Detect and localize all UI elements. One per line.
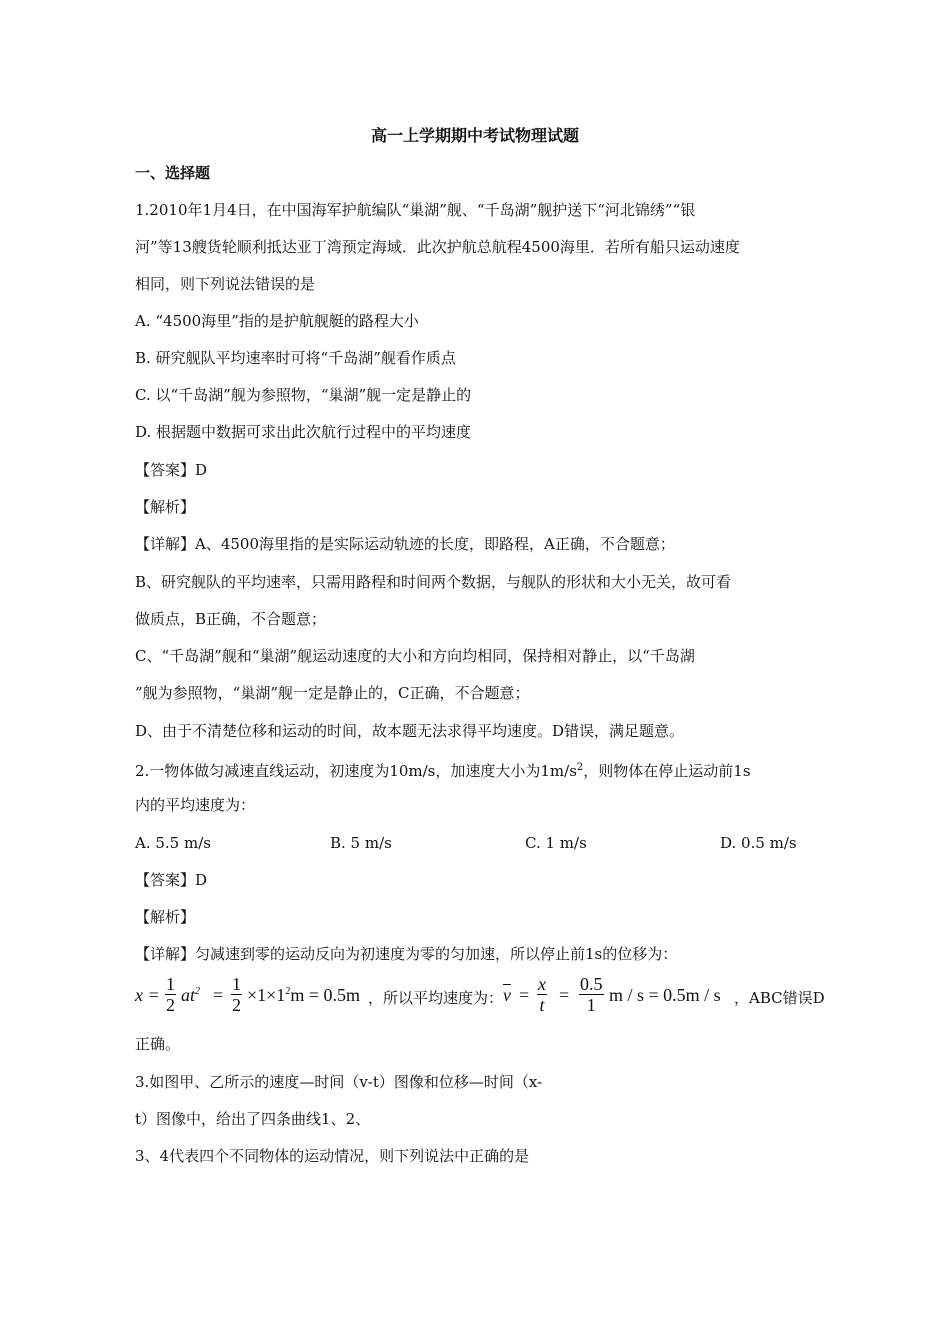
q1-answer: 【答案】D bbox=[135, 461, 208, 479]
q2-analysis-heading: 【解析】 bbox=[135, 908, 196, 926]
formula-half-fraction bbox=[165, 974, 176, 1015]
q3-stem-line-2: t）图像中，给出了四条曲线1、2、 bbox=[135, 1110, 371, 1128]
formula-x-over-t bbox=[537, 974, 547, 1015]
q1-detail-line-2: B、研究舰队的平均速率，只需用路程和时间两个数据，与舰队的形状和大小无关，故可看 bbox=[135, 573, 732, 591]
q2-detail-line-1: 【详解】匀减速到零的运动反向为初速度为零的匀加速，所以停止前1s的位移为： bbox=[135, 945, 678, 963]
q3-stem-line-3: 3、4代表四个不同物体的运动情况，则下列说法中正确的是 bbox=[135, 1147, 530, 1165]
q2-option-a: A. 5.5 m/s bbox=[135, 834, 211, 852]
formula-mid-text: ，所以平均速度为： bbox=[368, 989, 504, 1007]
formula-at2 bbox=[181, 985, 200, 1006]
formula-v-den: 1 bbox=[586, 995, 596, 1015]
formula-calc-text: ×1×1 bbox=[247, 985, 286, 1005]
q1-option-c: C. 以“千岛湖”舰为参照物，“巢湖”舰一定是静止的 bbox=[135, 386, 472, 404]
formula-at-square: 2 bbox=[195, 986, 201, 997]
formula-tail: ，ABC错误D bbox=[734, 989, 825, 1007]
formula-half2-fraction bbox=[231, 974, 242, 1015]
q1-option-d: D. 根据题中数据可求出此次航行过程中的平均速度 bbox=[135, 423, 472, 441]
q1-detail-line-4: C、“千岛湖”舰和“巢湖”舰运动速度的大小和方向均相同，保持相对静止，以“千岛湖 bbox=[135, 647, 695, 665]
q2-stem-line-1 bbox=[135, 758, 751, 781]
q2-option-d: D. 0.5 m/s bbox=[720, 834, 797, 852]
q2-detail-line-3: 正确。 bbox=[135, 1035, 181, 1053]
formula-calc bbox=[247, 985, 360, 1006]
q1-detail-line-6: D、由于不清楚位移和运动的时间，故本题无法求得平均速度。D错误，满足题意。 bbox=[135, 722, 685, 740]
formula-vbar: $\overline{v}$ bbox=[503, 985, 511, 1005]
q2-formula bbox=[135, 972, 825, 1020]
formula-result: m / s = 0.5m / s bbox=[609, 985, 721, 1005]
q2-answer: 【答案】D bbox=[135, 871, 208, 889]
q2-stem-text-a: 2.一物体做匀减速直线运动，初速度为10m/s，加速度大小为1m/s bbox=[135, 762, 577, 780]
formula-half2-num: 1 bbox=[232, 974, 241, 994]
q1-detail-line-3: 做质点，B正确，不合题意； bbox=[135, 610, 327, 628]
q1-analysis-heading: 【解析】 bbox=[135, 498, 196, 516]
formula-calc-end: m = 0.5m bbox=[290, 985, 360, 1005]
formula-t-den: t bbox=[539, 995, 545, 1015]
formula-velocity-fraction bbox=[579, 974, 604, 1015]
q1-stem-line-1: 1.2010年1月4日，在中国海军护航编队“巢湖”舰、“千岛湖”舰护送下“河北锦绣”“银 bbox=[135, 201, 696, 219]
formula-half-den: 2 bbox=[166, 995, 175, 1015]
q3-stem-line-1: 3.如图甲、乙所示的速度—时间（v-t）图像和位移—时间（x- bbox=[135, 1073, 543, 1091]
q2-stem-line-2: 内的平均速度为： bbox=[135, 796, 256, 814]
q2-stem-superscript: 2 bbox=[576, 762, 584, 773]
q1-option-b: B. 研究舰队平均速率时可将“千岛湖”舰看作质点 bbox=[135, 349, 456, 367]
q1-detail-line-1: 【详解】A、4500海里指的是实际运动轨迹的长度，即路程，A正确，不合题意； bbox=[135, 535, 675, 553]
formula-calc-square: 2 bbox=[285, 986, 291, 997]
formula-half-num: 1 bbox=[166, 974, 175, 994]
q1-detail-line-5: ”舰为参照物，“巢湖”舰一定是静止的，C正确，不合题意； bbox=[135, 684, 530, 702]
formula-at: at bbox=[181, 985, 196, 1005]
formula-eq4: = bbox=[559, 985, 570, 1005]
q1-stem-line-2: 河”等13艘货轮顺利抵达亚丁湾预定海域．此次护航总航程4500海里．若所有船只运动速度 bbox=[135, 238, 740, 256]
q1-stem-line-3: 相同，则下列说法错误的是 bbox=[135, 275, 316, 293]
section-heading: 一、选择题 bbox=[135, 164, 211, 182]
formula-eq3: = bbox=[519, 985, 530, 1005]
formula-x-eq: x = bbox=[135, 985, 160, 1005]
formula-x-num: x bbox=[538, 974, 546, 994]
page-title: 高一上学期期中考试物理试题 bbox=[370, 126, 579, 145]
q2-option-c: C. 1 m/s bbox=[525, 834, 587, 852]
formula-v-num: 0.5 bbox=[580, 974, 603, 994]
formula-half2-den: 2 bbox=[232, 995, 241, 1015]
q2-stem-text-b: ，则物体在停止运动前1s bbox=[583, 762, 751, 780]
q2-option-b: B. 5 m/s bbox=[330, 834, 392, 852]
q1-option-a: A. “4500海里”指的是护航舰艇的路程大小 bbox=[135, 312, 419, 330]
formula-eq2: = bbox=[213, 985, 224, 1005]
